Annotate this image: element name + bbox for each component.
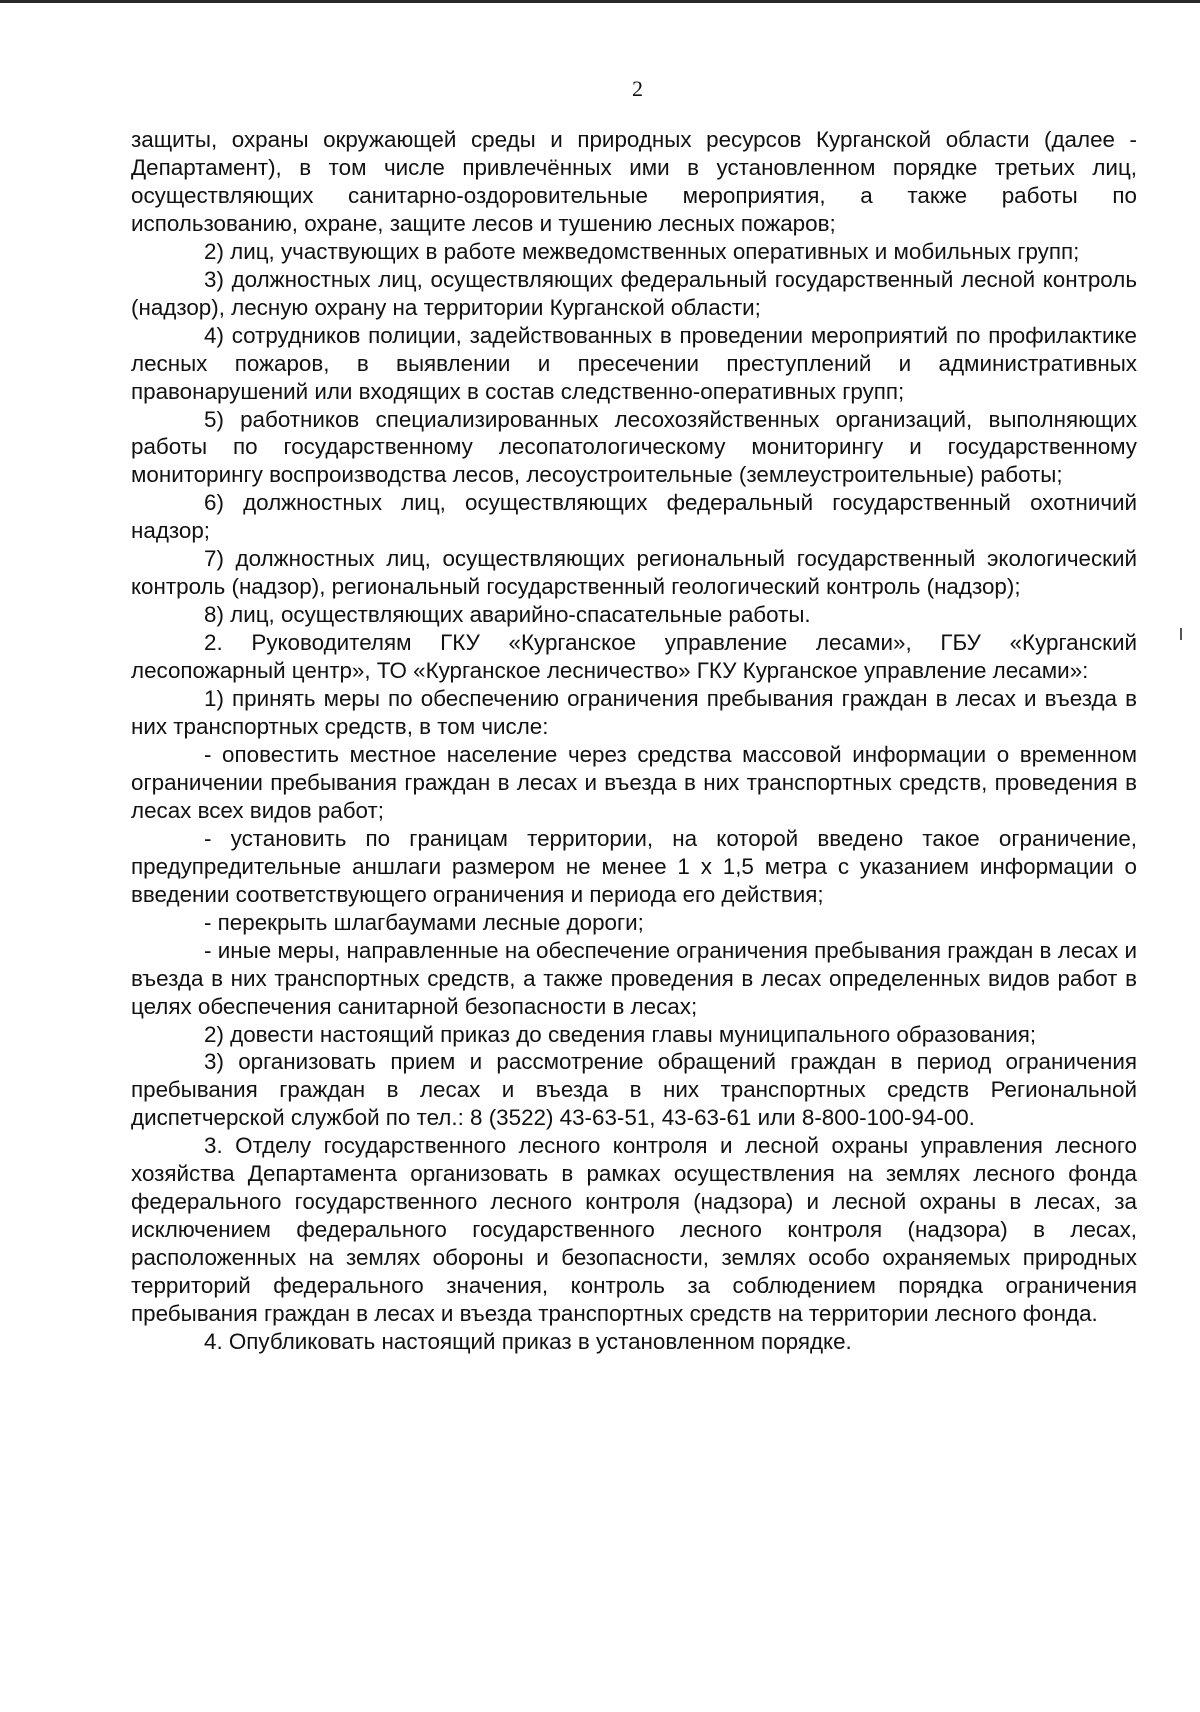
list-item-4: 4) сотрудников полиции, задействованных в проведении мероприятий по профилактике лесных пожаров, в выявлении и пресечении преступлений и административных правонарушений или входящих в состав следственно-оперативных групп; (131, 322, 1137, 404)
section-3: 3. Отделу государственного лесного контроля и лесной охраны управления лесного хозяйства Департамента организовать в рамках осуществления на землях лесного фонда федерального государственного лесного контроля (надзора) и лесной охраны в лесах, за исключением федерального государственного лесного контроля (надзора) в лесах, расположенных на землях обороны и безопасности, землях особо охраняемых природных территорий федерального значения, контроль за соблюдением порядка ограничения пребывания граждан в лесах и въезда транспортных средств на территории лесного фонда. (131, 1133, 1137, 1327)
paragraph-continuation: защиты, охраны окружающей среды и природных ресурсов Курганской области (далее - Департамент), в том числе привлечённых ими в установленном порядке третьих лиц, осуществляющих санитарно-оздоровительные мероприятия, а также работы по использованию, охране, защите лесов и тушению лесных пожаров; (131, 127, 1137, 236)
bullet-notify-population: - оповестить местное население через средства массовой информации о временном ограничении пребывания граждан в лесах и въезда в них транспортных средств, проведения в лесах всех видов работ; (131, 741, 1137, 823)
document-body (131, 126, 1137, 1356)
bullet-other-measures: - иные меры, направленные на обеспечение ограничения пребывания граждан в лесах и въезда в них транспортных средств, а также проведения в лесах определенных видов работ в целях обеспечения санитарной безопасности в лесах; (131, 937, 1137, 1019)
section-2-item-2: 2) довести настоящий приказ до сведения главы муниципального образования; (204, 1021, 1037, 1047)
section-2-item-1: 1) принять меры по обеспечению ограничения пребывания граждан в лесах и въезда в них транспортных средств, в том числе: (131, 686, 1137, 740)
list-item-6: 6) должностных лиц, осуществляющих федеральный государственный охотничий надзор; (131, 490, 1137, 544)
list-item-8: 8) лиц, осуществляющих аварийно-спасательные работы. (204, 602, 811, 628)
list-item-7: 7) должностных лиц, осуществляющих региональный государственный экологический контроль (надзор), региональный государственный геологический контроль (надзор); (131, 546, 1137, 600)
section-2: 2. Руководителям ГКУ «Курганское управление лесами», ГБУ «Курганский лесопожарный центр», ТО «Курганское лесничество» ГКУ Курганское управление лесами»: (131, 630, 1137, 684)
bullet-block-roads: - перекрыть шлагбаумами лесные дороги; (204, 909, 644, 935)
list-item-5: 5) работников специализированных лесохозяйственных организаций, выполняющих работы по государственному лесопатологическому мониторингу и государственному мониторингу воспроизводства лесов, лесоустроительные (землеустроительные) работы; (131, 406, 1137, 488)
list-item-3: 3) должностных лиц, осуществляющих федеральный государственный лесной контроль (надзор), лесную охрану на территории Курганской области; (131, 266, 1137, 320)
section-2-item-3: 3) организовать прием и рассмотрение обращений граждан в период ограничения пребывания граждан в лесах и въезда в них транспортных средств Региональной диспетчерской службой по тел.: 8 (3522) 43-63-51, 43-63-61 или 8-800-100-94-00. (131, 1049, 1137, 1131)
page-number: 2 (632, 76, 643, 101)
list-item-2: 2) лиц, участвующих в работе межведомственных оперативных и мобильных групп; (204, 238, 1080, 264)
bullet-install-signs: - установить по границам территории, на которой введено такое ограничение, предупредительные аншлаги размером не менее 1 х 1,5 метра с указанием информации о введении соответствующего ограничения и периода его действия; (131, 825, 1137, 907)
section-4: 4. Опубликовать настоящий приказ в установленном порядке. (204, 1328, 852, 1354)
